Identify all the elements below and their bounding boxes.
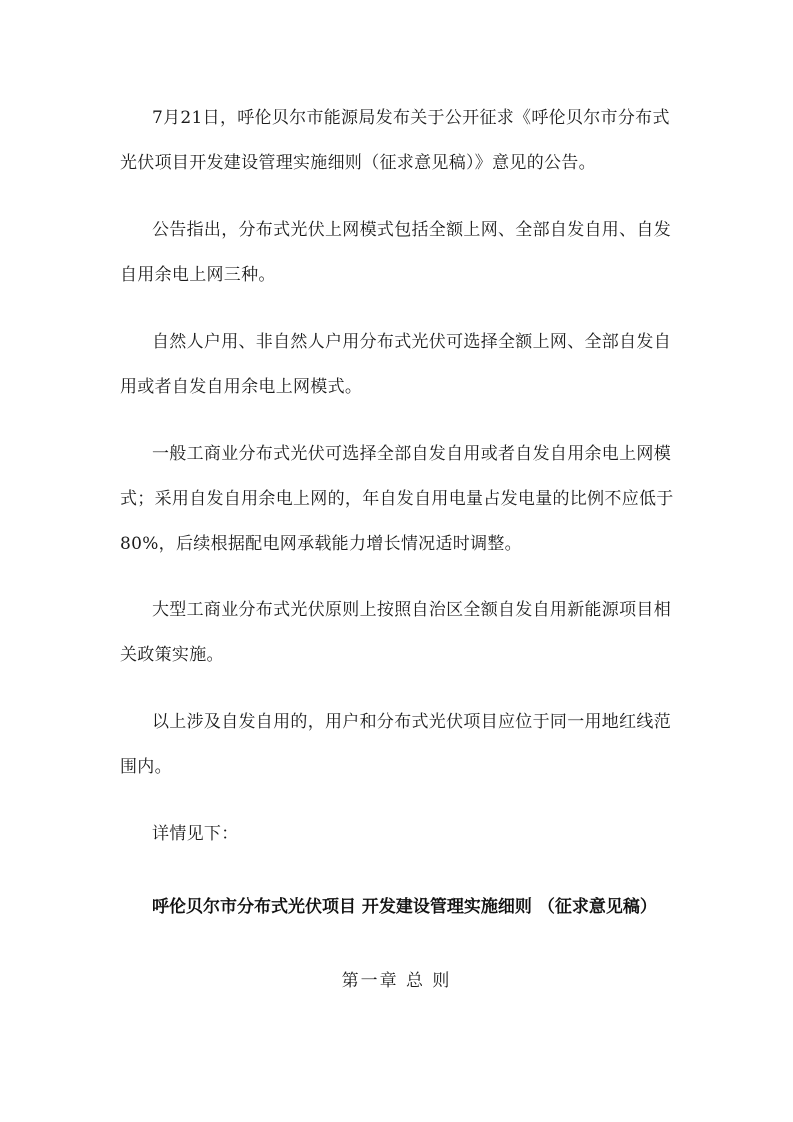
paragraph-self-use-scope: 以上涉及自发自用的，用户和分布式光伏项目应位于同一用地红线范围内。 xyxy=(120,712,671,777)
document-title: 呼伦贝尔市分布式光伏项目 开发建设管理实施细则 （征求意见稿） xyxy=(152,897,657,917)
paragraph-large-commercial: 大型工商业分布式光伏原则上按照自治区全额自发自用新能源项目相关政策实施。 xyxy=(120,600,671,665)
paragraph-household: 自然人户用、非自然人户用分布式光伏可选择全额上网、全部自发自用或者自发自用余电上网模式。 xyxy=(120,332,671,397)
paragraph-announcement: 7月21日，呼伦贝尔市能源局发布关于公开征求《呼伦贝尔市分布式光伏项目开发建设管理实施细则（征求意见稿）》意见的公告。 xyxy=(120,108,670,173)
paragraph-details-intro: 详情见下： xyxy=(152,824,239,844)
paragraph-commercial: 一般工商业分布式光伏可选择全部自发自用或者自发自用余电上网模式；采用自发自用余电上网的，年自发自用电量占发电量的比例不应低于80%，后续根据配电网承载能力增长情况适时调整。 xyxy=(120,444,674,554)
paragraph-grid-modes: 公告指出，分布式光伏上网模式包括全额上网、全部自发自用、自发自用余电上网三种。 xyxy=(120,220,671,285)
chapter-heading: 第一章 总 则 xyxy=(341,971,452,991)
